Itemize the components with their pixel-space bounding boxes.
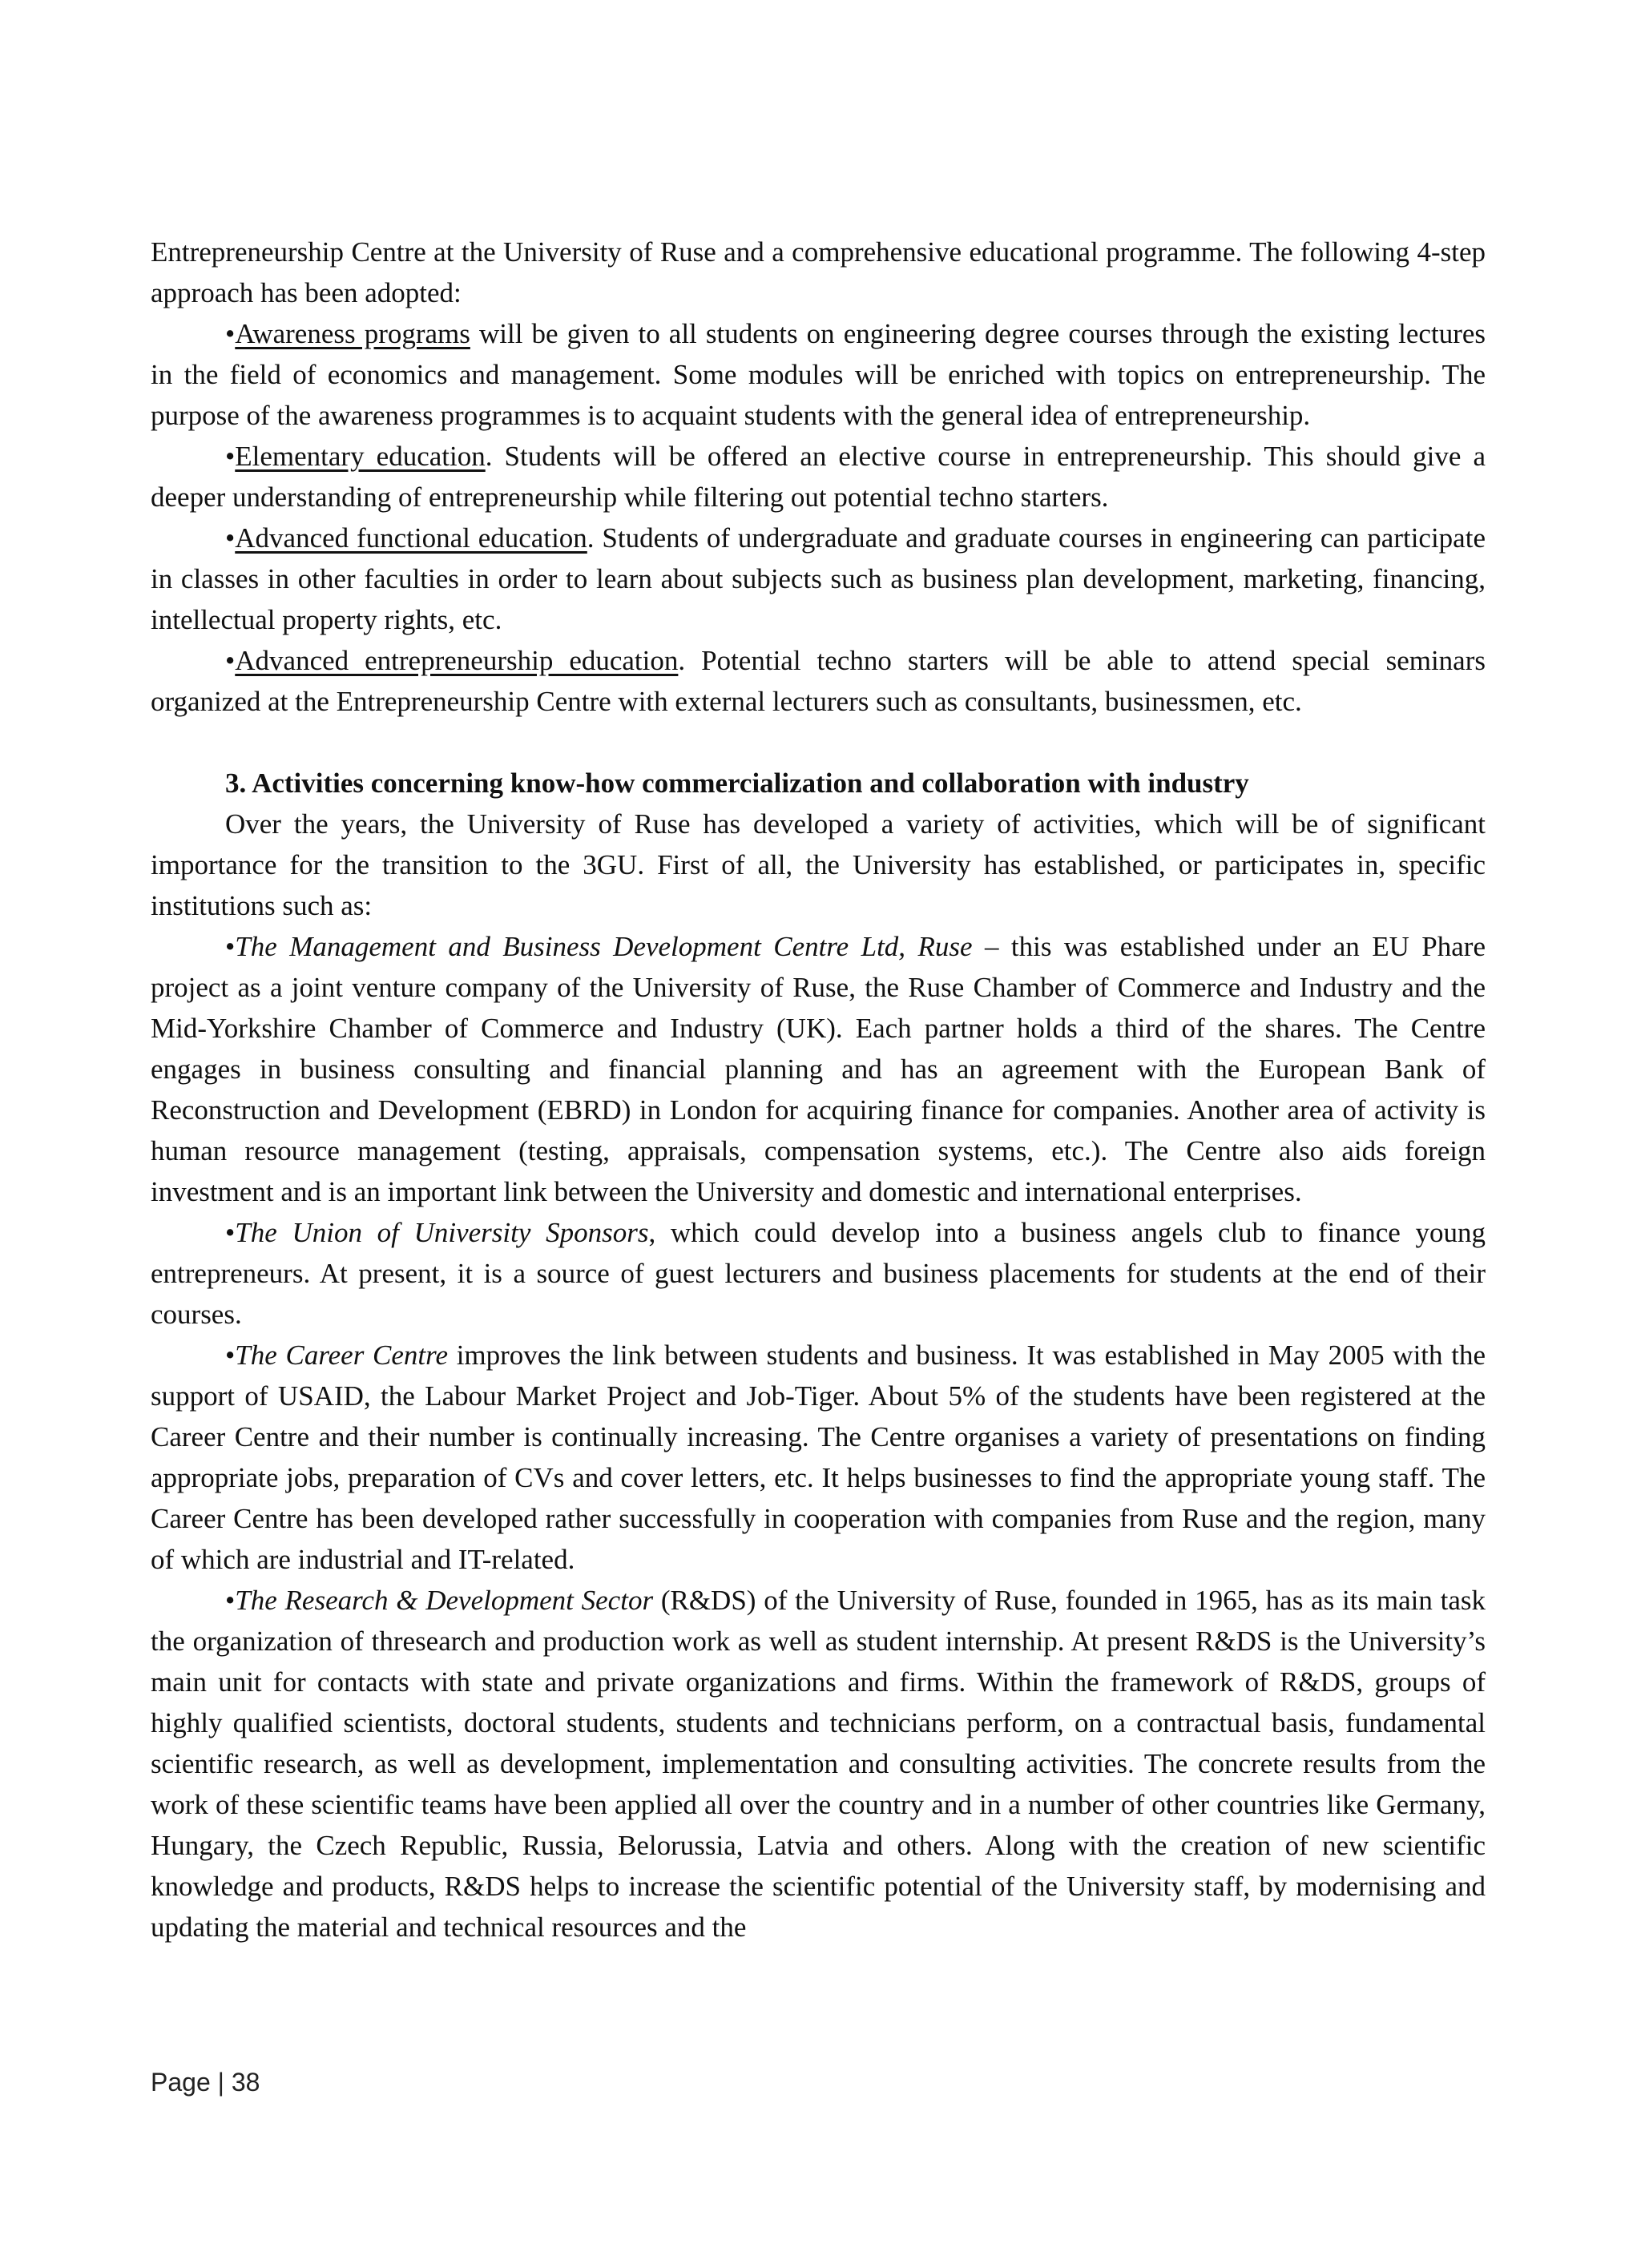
bullet-icon: • xyxy=(225,1339,236,1371)
institution-union-sponsors xyxy=(151,1212,1486,1335)
institution-text: (R&DS) of the University of Ruse, founded in 1965, has as its main task the organization of thresearch and production work as well as student internship. At present R&DS is the University’s main unit for contacts with state and private organizations and firms. Within the framework of R&DS, groups of highly qualified scientists, doctoral students, students and technicians perform, on a contractual basis, fundamental scientific research, as well as development, implementation and consulting activities. The concrete results from the work of these scientific teams have been applied all over the country and in a number of other countries like Germany, Hungary, the Czech Republic, Russia, Belorussia, Latvia and others. Along with the creation of new scientific knowledge and products, R&DS helps to increase the scientific potential of the University staff, by modernising and updating the material and technical resources and the xyxy=(151,1585,1486,1943)
bullet-icon: • xyxy=(225,318,236,349)
step-advanced-functional xyxy=(151,518,1486,640)
step-term: Elementary education xyxy=(235,441,486,472)
page-number: Page | 38 xyxy=(151,2068,260,2097)
step-term: Advanced entrepreneurship education xyxy=(235,645,679,676)
institution-text: improves the link between students and business. It was established in May 2005 with the support of USAID, the Labour Market Project and Job-Tiger. About 5% of the students have been registered at the Career Centre and their number is continually increasing. The Centre organises a variety of presentations on finding appropriate jobs, preparation of CVs and cover letters, etc. It helps businesses to find the appropriate young staff. The Career Centre has been developed rather successfully in cooperation with companies from Ruse and the region, many of which are industrial and IT-related. xyxy=(151,1339,1486,1575)
bullet-icon: • xyxy=(225,1217,236,1248)
step-text: will be given to all students on engineering degree courses through the existing lectures in the field of economics and management. Some modules will be enriched with topics on entrepreneurship. The purpose of the awareness programmes is to acquaint students with the general idea of entrepreneurship. xyxy=(151,318,1486,431)
step-awareness xyxy=(151,313,1486,436)
step-advanced-entrepreneurship xyxy=(151,640,1486,722)
institution-text: – this was established under an EU Phare project as a joint venture company of the University of Ruse, the Ruse Chamber of Commerce and Industry and the Mid-Yorkshire Chamber of Commerce and Industry (UK). Each partner holds a third of the shares. The Centre engages in business consulting and financial planning and has an agreement with the European Bank of Reconstruction and Development (EBRD) in London for acquiring finance for companies. Another area of activity is human resource management (testing, appraisals, compensation systems, etc.). The Centre also aids foreign investment and is an important link between the University and domestic and international enterprises. xyxy=(151,931,1486,1207)
step-elementary xyxy=(151,436,1486,518)
institution-name: The Union of University Sponsors xyxy=(235,1217,649,1248)
bullet-icon: • xyxy=(225,931,236,962)
section-spacer xyxy=(151,722,1486,763)
page-body xyxy=(151,232,1486,1948)
intro-paragraph: Entrepreneurship Centre at the University of Ruse and a comprehensive educational programme. The following 4-step approach has been adopted: xyxy=(151,236,1486,308)
step-text: . Students of undergraduate and graduate courses in engineering can participate in classes in other faculties in order to learn about subjects such as business plan development, marketing, financing, intellectual property rights, etc. xyxy=(151,522,1486,635)
step-term: Awareness programs xyxy=(235,318,470,349)
section-heading: 3. Activities concerning know-how commercialization and collaboration with industry xyxy=(225,767,1249,799)
bullet-icon: • xyxy=(225,645,236,676)
step-term: Advanced functional education xyxy=(235,522,587,554)
institution-career-centre xyxy=(151,1335,1486,1580)
step-text: . Potential techno starters will be able to attend special seminars organized at the Entrepreneurship Centre with external lecturers such as consultants, businessmen, etc. xyxy=(151,645,1486,717)
institution-name: The Career Centre xyxy=(235,1339,448,1371)
section-intro: Over the years, the University of Ruse has developed a variety of activities, which will be of significant importance for the transition to the 3GU. First of all, the University has established, or participates in, specific institutions such as: xyxy=(151,808,1486,921)
bullet-icon: • xyxy=(225,522,236,554)
institution-text: , which could develop into a business angels club to finance young entrepreneurs. At present, it is a source of guest lecturers and business placements for students at the end of their courses. xyxy=(151,1217,1486,1330)
institution-management-centre xyxy=(151,926,1486,1212)
institution-name: The Research & Development Sector xyxy=(235,1585,654,1616)
bullet-icon: • xyxy=(225,441,236,472)
institution-name: The Management and Business Development Centre Ltd, Ruse xyxy=(235,931,973,962)
step-text: . Students will be offered an elective course in entrepreneurship. This should give a deeper understanding of entrepreneurship while filtering out potential techno starters. xyxy=(151,441,1486,513)
bullet-icon: • xyxy=(225,1585,236,1616)
institution-research-development xyxy=(151,1580,1486,1948)
